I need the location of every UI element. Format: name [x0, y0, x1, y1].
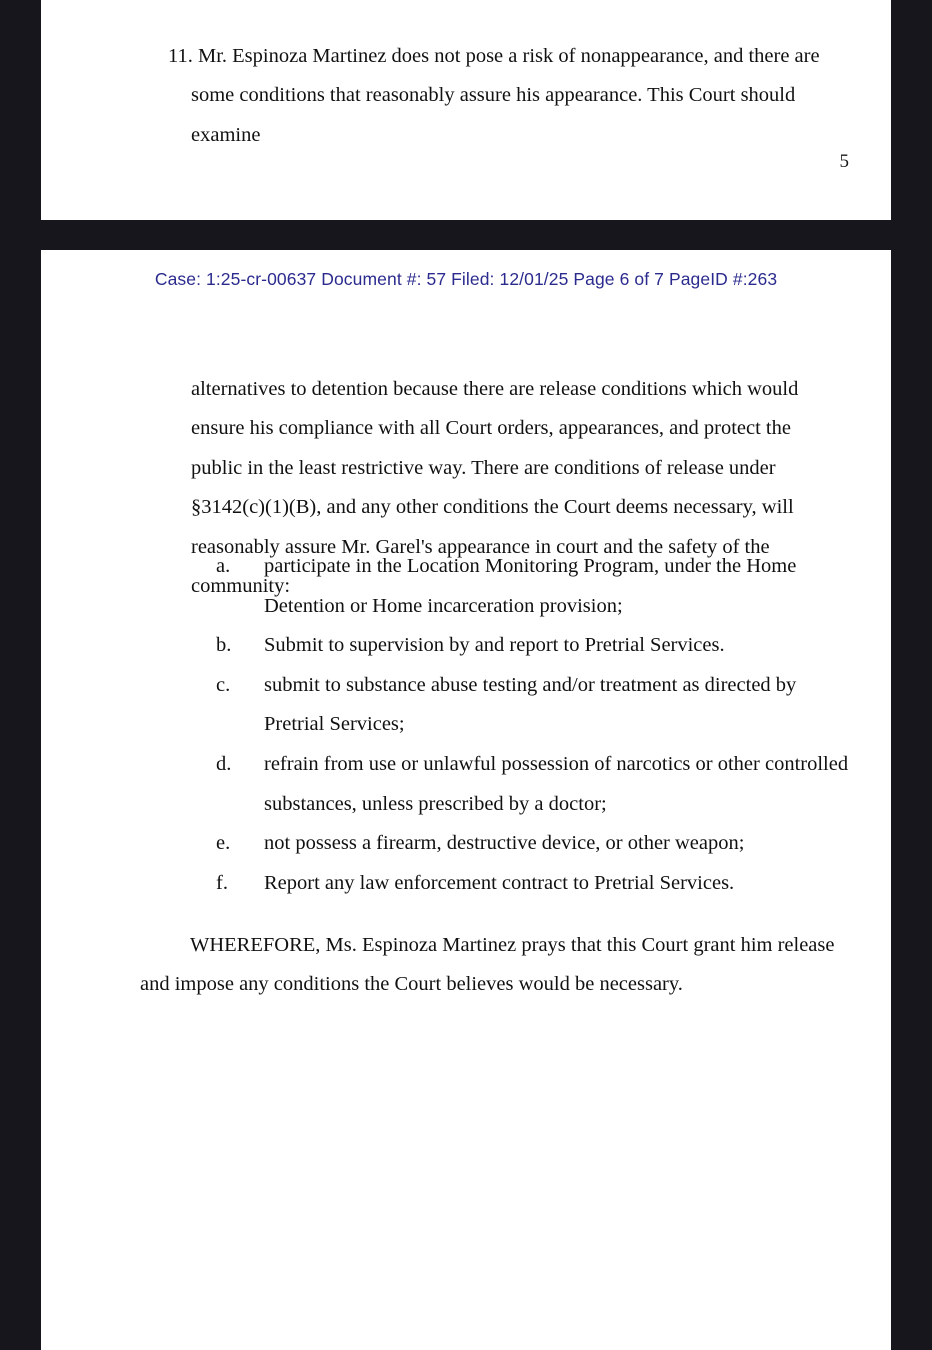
page-number-label: 5 — [839, 151, 849, 172]
list-item — [191, 824, 851, 864]
document-page-5 — [41, 0, 891, 220]
list-item — [191, 626, 851, 666]
list-item-text: refrain from use or unlawful possession of narcotics or other controlled substances, unless prescribed by a doctor; — [264, 752, 849, 815]
document-header-stamp: Case: 1:25-cr-00637 Document #: 57 Filed: 12/01/25 Page 6 of 7 PageID #:263 — [154, 269, 778, 289]
list-item-marker: c. — [216, 673, 231, 696]
conditions-list — [191, 547, 851, 903]
list-item — [191, 864, 851, 904]
list-item — [191, 547, 851, 626]
list-item-text: Report any law enforcement contract to Pretrial Services. — [264, 871, 735, 894]
list-item — [191, 666, 851, 745]
list-item-text: not possess a firearm, destructive device, or other weapon; — [264, 832, 745, 855]
list-item-text: participate in the Location Monitoring Program, under the Home Detention or Home incarceration provision; — [264, 555, 797, 617]
page-gap-separator — [0, 220, 932, 250]
list-item-marker: b. — [216, 634, 232, 657]
list-item-text: Submit to supervision by and report to Pretrial Services. — [264, 634, 725, 657]
list-item-marker: f. — [216, 871, 228, 894]
paragraph-body: alternatives to detention because there are release conditions which would ensure his compliance with all Court orders, appearances, and protect the public in the least restrictive way. There are conditions of release under §3142(c)(1)(B), and any other conditions the Court deems necessary, will reasonably assure Mr. Garel's appearance in court and the safety of the community: — [191, 377, 799, 598]
list-item-marker: e. — [216, 832, 231, 855]
list-item-marker: d. — [216, 752, 232, 775]
list-item-text: submit to substance abuse testing and/or treatment as directed by Pretrial Services; — [264, 673, 797, 736]
paragraph-item-11: 11. Mr. Espinoza Martinez does not pose a risk of nonappearance, and there are some conditions that reasonably assure his appearance. This Court should examine — [168, 44, 820, 146]
list-item-marker: a. — [216, 555, 231, 577]
document-page-6 — [41, 250, 891, 1350]
paragraph-wherefore: WHEREFORE, Ms. Espinoza Martinez prays that this Court grant him release and impose any conditions the Court believes would be necessary. — [140, 933, 835, 996]
list-item — [191, 745, 851, 824]
